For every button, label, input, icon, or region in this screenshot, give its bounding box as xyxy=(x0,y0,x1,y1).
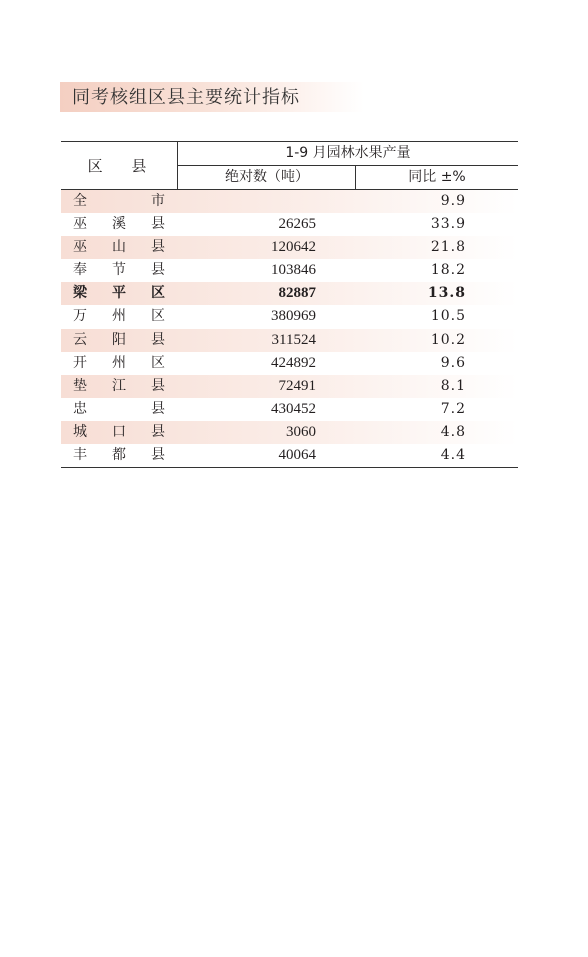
table-row xyxy=(61,282,518,305)
district-char-1: 梁 xyxy=(73,285,87,302)
district-char-1: 开 xyxy=(73,354,87,371)
table-row xyxy=(61,398,518,421)
table-row xyxy=(61,375,518,398)
district-name xyxy=(61,236,177,259)
header-fruit-output: 1-9 月园林水果产量 xyxy=(177,142,518,166)
district-char-2: 溪 xyxy=(112,216,126,233)
district-char-3: 县 xyxy=(151,400,165,417)
absolute-value: 430452 xyxy=(271,400,316,417)
absolute-value: 82887 xyxy=(278,285,316,302)
table-header xyxy=(61,142,518,190)
table-row xyxy=(61,213,518,236)
district-char-3: 区 xyxy=(151,308,165,325)
absolute-value: 103846 xyxy=(271,262,316,279)
district-char-2: 州 xyxy=(112,308,126,325)
yoy-value: 18.2 xyxy=(430,262,466,279)
district-name xyxy=(61,213,177,236)
district-char-2 xyxy=(112,190,126,213)
table-row xyxy=(61,444,518,467)
district-char-3: 县 xyxy=(151,423,165,440)
district-char-2: 阳 xyxy=(112,331,126,348)
district-name xyxy=(61,444,177,467)
district-char-2: 山 xyxy=(112,239,126,256)
absolute-value: 424892 xyxy=(271,354,316,371)
district-char-3: 区 xyxy=(151,285,165,302)
district-char-2: 节 xyxy=(112,262,126,279)
district-char-3: 县 xyxy=(151,262,165,279)
district-char-1: 巫 xyxy=(73,239,87,256)
district-name xyxy=(61,329,177,352)
district-char-2: 都 xyxy=(112,447,126,464)
yoy-value: 9.6 xyxy=(440,354,466,371)
district-char-1: 云 xyxy=(73,331,87,348)
table-row xyxy=(61,305,518,328)
yoy-value: 21.8 xyxy=(430,239,466,256)
district-name xyxy=(61,352,177,375)
district-char-3: 区 xyxy=(151,354,165,371)
yoy-value: 10.2 xyxy=(430,331,466,348)
district-char-1: 奉 xyxy=(73,262,87,279)
table-body xyxy=(61,190,518,467)
district-name xyxy=(61,375,177,398)
district-char-1: 忠 xyxy=(73,400,87,417)
district-char-2: 江 xyxy=(112,377,126,394)
table-row xyxy=(61,236,518,259)
table-row xyxy=(61,421,518,444)
absolute-value: 311524 xyxy=(271,331,316,348)
district-name xyxy=(61,190,177,213)
absolute-value: 40064 xyxy=(278,447,316,464)
header-yoy: 同比 ±% xyxy=(355,165,518,189)
table-row xyxy=(61,190,518,213)
stats-table xyxy=(61,141,518,468)
district-name xyxy=(61,282,177,305)
yoy-value: 10.5 xyxy=(430,308,466,325)
table-row xyxy=(61,259,518,282)
header-absolute: 绝对数（吨） xyxy=(177,165,356,189)
absolute-value: 120642 xyxy=(271,239,316,256)
district-char-3: 县 xyxy=(151,216,165,233)
district-char-1: 巫 xyxy=(73,216,87,233)
yoy-value: 13.8 xyxy=(427,285,466,302)
district-char-2 xyxy=(112,398,126,421)
district-char-3: 县 xyxy=(151,377,165,394)
district-char-1: 万 xyxy=(73,308,87,325)
district-char-1: 丰 xyxy=(73,447,87,464)
absolute-value: 72491 xyxy=(278,377,316,394)
yoy-value: 9.9 xyxy=(440,193,466,209)
absolute-value: 26265 xyxy=(278,216,316,233)
table-row xyxy=(61,352,518,375)
district-name xyxy=(61,259,177,282)
absolute-value: 380969 xyxy=(271,308,316,325)
district-name xyxy=(61,398,177,421)
table-row xyxy=(61,329,518,352)
yoy-value: 4.4 xyxy=(440,447,466,464)
district-char-3: 县 xyxy=(151,239,165,256)
district-char-1: 垫 xyxy=(73,377,87,394)
page-title: 同考核组区县主要统计指标 xyxy=(72,87,300,108)
district-char-3: 县 xyxy=(151,447,165,464)
district-name xyxy=(61,421,177,444)
district-name xyxy=(61,305,177,328)
district-char-2: 州 xyxy=(112,354,126,371)
district-char-2: 口 xyxy=(112,423,126,440)
district-char-3: 县 xyxy=(151,331,165,348)
yoy-value: 7.2 xyxy=(440,400,466,417)
header-district: 区 县 xyxy=(87,157,159,175)
district-char-1: 城 xyxy=(73,423,87,440)
district-char-2: 平 xyxy=(112,285,126,302)
yoy-value: 33.9 xyxy=(430,216,466,233)
yoy-value: 4.8 xyxy=(440,423,466,440)
yoy-value: 8.1 xyxy=(440,377,466,394)
district-char-3: 市 xyxy=(151,193,165,209)
absolute-value: 3060 xyxy=(286,423,316,440)
district-char-1: 全 xyxy=(73,193,87,209)
